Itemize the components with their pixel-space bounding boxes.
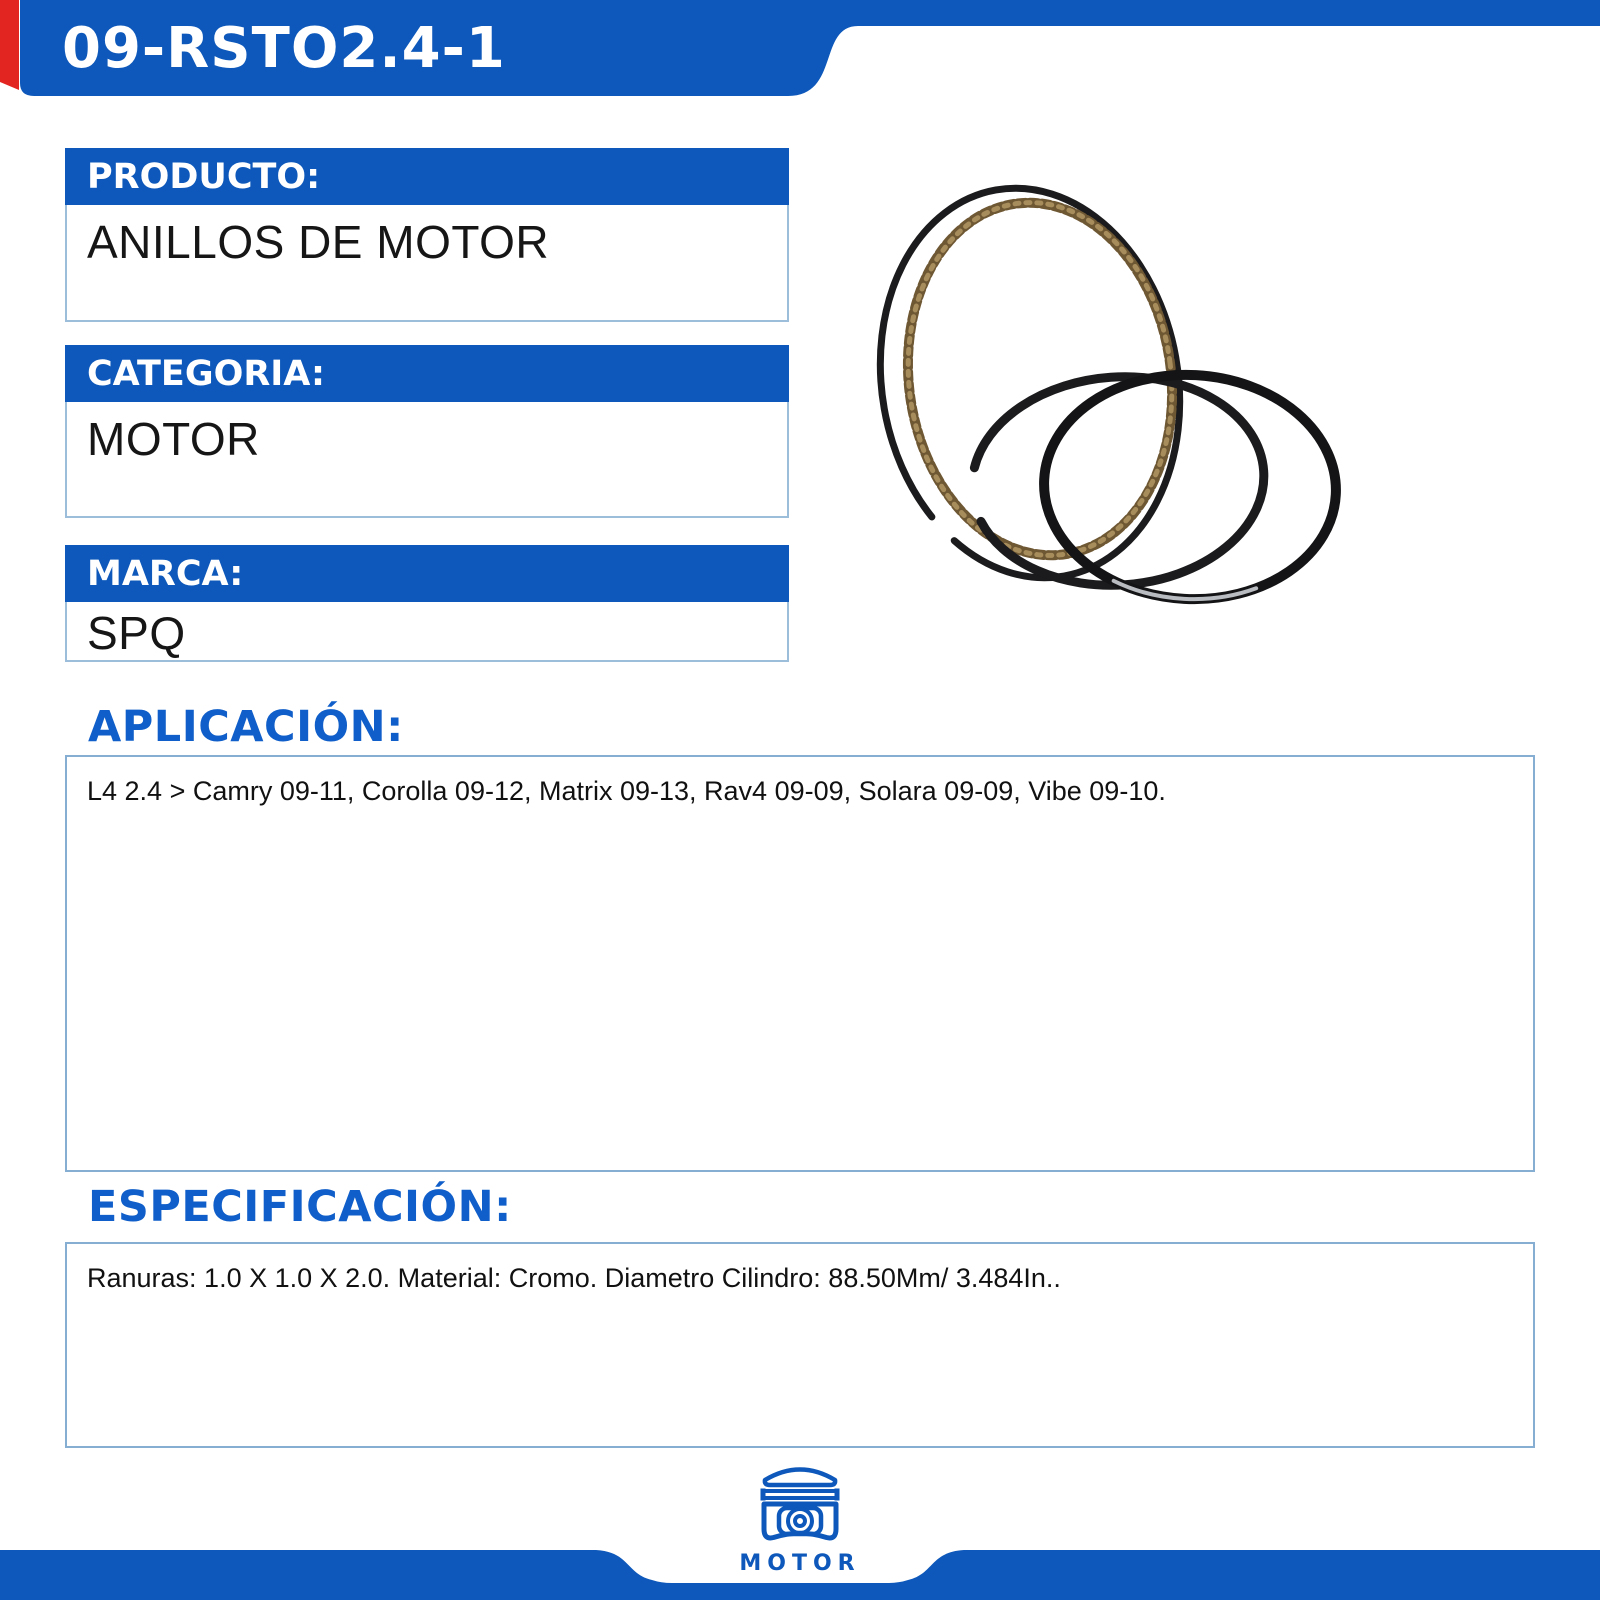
producto-label: PRODUCTO: [65, 148, 789, 205]
producto-value: ANILLOS DE MOTOR [65, 205, 789, 322]
categoria-field [65, 345, 789, 518]
aplicacion-heading: APLICACIÓN: [88, 702, 404, 752]
aplicacion-box [65, 755, 1535, 1172]
especificacion-heading: ESPECIFICACIÓN: [88, 1182, 512, 1232]
categoria-label: CATEGORIA: [65, 345, 789, 402]
marca-label: MARCA: [65, 545, 789, 602]
part-number-title: 09-RSTO2.4-1 [62, 16, 506, 81]
marca-value: SPQ [65, 602, 789, 662]
categoria-value: MOTOR [65, 402, 789, 518]
producto-field [65, 148, 789, 322]
marca-field [65, 545, 789, 662]
piston-rings-photo [860, 175, 1520, 635]
especificacion-box [65, 1242, 1535, 1448]
compression-ring-middle [965, 367, 1271, 595]
aplicacion-text: L4 2.4 > Camry 09-11, Corolla 09-12, Matrix 09-13, Rav4 09-09, Solara 09-09, Vibe 09-10. [87, 776, 1166, 806]
piston-icon [750, 1452, 850, 1548]
especificacion-text: Ranuras: 1.0 X 1.0 X 2.0. Material: Cromo. Diametro Cilindro: 88.50Mm/ 3.484In.. [87, 1263, 1061, 1293]
red-accent-bar [0, 0, 19, 90]
footer-category-label: MOTOR [739, 1551, 861, 1576]
